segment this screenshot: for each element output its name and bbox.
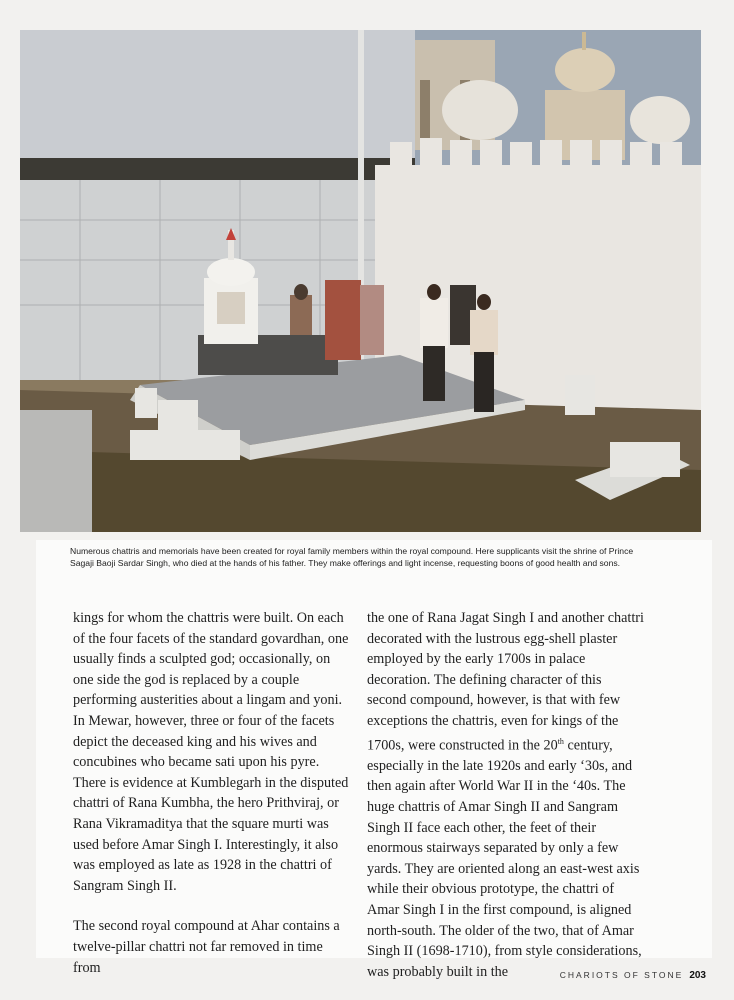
drum-wall-upper — [20, 30, 415, 165]
text-column-right — [367, 608, 644, 982]
paragraph: The second royal compound at Ahar contains a twelve-pillar chattri not far removed in time from — [73, 918, 340, 976]
superscript: th — [557, 736, 564, 746]
page-footer — [560, 970, 706, 981]
paragraph-text: the one of Rana Jagat Singh I and another chattri decorated with the lustrous egg-shell plaster employed by the early 1700s in palace decoration. The defining character of this second compound, however, is that with few exceptions the chattris, even for kings of the 1700s, were constructed in the 20 — [367, 610, 644, 754]
shrine-photo-illustration — [20, 30, 701, 532]
page-number: 203 — [689, 970, 706, 981]
photo-caption: Numerous chattris and memorials have been created for royal family members within the royal compound. Here supplicants visit the shrine of Prince Sagaji Baoji Sardar Singh, who died at the hands of his father. They make offerings and light incense, requesting boons of good health and sons. — [70, 546, 634, 568]
paragraph-text: century, especially in the late 1920s and early ‘30s, and then again after World War II in the ‘40s. The huge chattris of Amar Singh II and Sangram Singh II face each other, the feet of their enormous stairways separated by only a few yards. They are oriented along an east-west axis while their obvious prototype, the chattri of Amar Singh I in the first compound, is aligned north-south. The older of the two, that of Amar Singh II (1698-1710), from style considerations, was probably built in the — [367, 737, 642, 980]
running-title: CHARIOTS OF STONE — [559, 970, 684, 980]
paragraph: kings for whom the chattris were built. On each of the four facets of the standard govardhan, one usually finds a sculpted god; occasionally, on one side the god is replaced by a couple performing austerities about a lingam and yoni. In Mewar, however, three or four of the facets depict the deceased king and his wives and concubines who became sati upon his pyre. There is evidence at Kumblegarh in the disputed chattri of Rana Kumbha, the hero Prithviraj, or Rana Vikramaditya that the square murti was used before Amar Singh I. Interestingly, it also was employed as late as 1928 in the chattri of Sangram Singh II. — [73, 610, 349, 894]
drum-frieze — [20, 158, 415, 180]
foreground-slab — [20, 410, 92, 532]
text-column-left — [73, 608, 350, 978]
shrine-photo — [20, 30, 701, 532]
paragraph — [367, 608, 644, 982]
